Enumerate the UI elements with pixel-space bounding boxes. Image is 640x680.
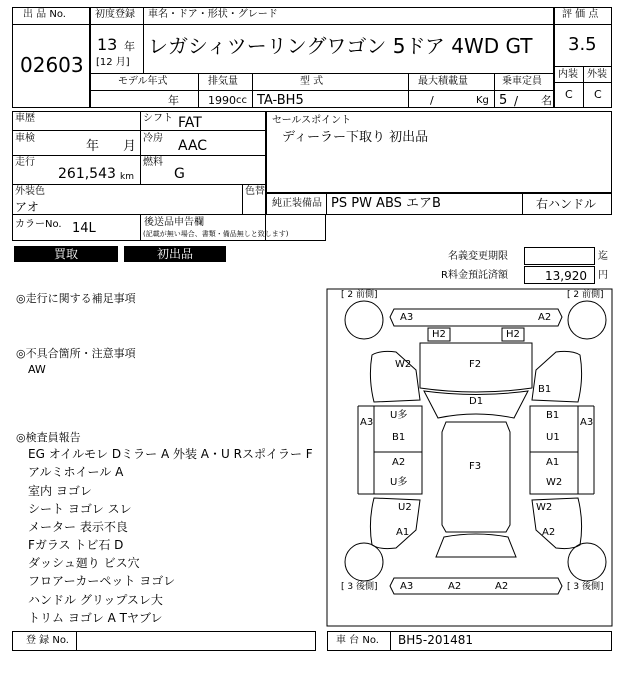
left-rear-fender-mark-a: U2 bbox=[398, 502, 412, 513]
first-listing-badge: 初出品 bbox=[124, 246, 226, 262]
interior-label: 内装 bbox=[558, 69, 578, 80]
right-outer-mark: A3 bbox=[580, 417, 594, 428]
capacity-sep: / bbox=[514, 94, 519, 108]
left-front-door-mark-b: B1 bbox=[392, 432, 406, 443]
defects-value: AW bbox=[28, 363, 46, 376]
capacity-unit: 名 bbox=[541, 94, 552, 107]
displacement-unit: cc bbox=[236, 95, 247, 106]
name-change-label: 名義変更期限 bbox=[448, 251, 508, 262]
front-left-fender-mark: W2 bbox=[395, 359, 412, 370]
docs-note: (記載が無い場合、書類・備品無しと致します) bbox=[143, 230, 289, 238]
ac-value: AAC bbox=[178, 138, 208, 154]
sales-point-label: セールスポイント bbox=[272, 115, 352, 126]
inspector-line: メーター 表示不良 bbox=[28, 520, 128, 534]
shift-label: シフト bbox=[143, 113, 173, 124]
inspector-line: アルミホイール A bbox=[28, 465, 124, 479]
left-front-door-mark-a: U多 bbox=[390, 410, 408, 421]
first-reg-label: 初度登録 bbox=[95, 9, 135, 20]
left-rear-door-mark-a: A2 bbox=[392, 457, 406, 468]
headlight-right-mark: H2 bbox=[506, 329, 520, 340]
first-reg-month: [12 月] bbox=[96, 57, 130, 68]
defects-title: ◎不具合箇所・注意事項 bbox=[16, 347, 136, 360]
hood-mark: F2 bbox=[469, 359, 482, 370]
first-reg-year: 13 bbox=[97, 35, 118, 54]
interior-grade: C bbox=[565, 88, 573, 101]
rear-bumper-right-mark: A2 bbox=[495, 581, 509, 592]
year-unit: 年 bbox=[124, 40, 135, 53]
headlight-left-mark: H2 bbox=[432, 329, 446, 340]
model-label: 型 式 bbox=[300, 76, 324, 87]
recycle-label: R料金預託済額 bbox=[441, 270, 508, 281]
car-name: レガシィツーリングワゴン 5ドア 4WD GT bbox=[148, 34, 533, 58]
model-code: TA-BH5 bbox=[257, 93, 304, 108]
ext-color-label: 外装色 bbox=[15, 186, 45, 197]
inspector-line: ダッシュ廻り ビス穴 bbox=[28, 556, 140, 570]
score-value: 3.5 bbox=[568, 34, 597, 55]
shift-value: FAT bbox=[178, 115, 202, 131]
right-front-door-mark-b: U1 bbox=[546, 432, 560, 443]
inspector-line: 室内 ヨゴレ bbox=[28, 484, 92, 498]
inspection-month: 月 bbox=[123, 139, 137, 154]
capacity-label: 乗車定員 bbox=[502, 76, 542, 87]
inspector-line: フロアーカーペット ヨゴレ bbox=[28, 574, 176, 588]
right-rear-fender-mark-b: A2 bbox=[542, 527, 556, 538]
max-load-value: / bbox=[430, 94, 434, 107]
fuel-value: G bbox=[174, 166, 185, 182]
inspection-label: 車検 bbox=[15, 133, 35, 144]
max-load-unit: Kg bbox=[476, 95, 489, 106]
displacement-label: 排気量 bbox=[208, 76, 238, 87]
docs-label: 後送品申告欄 bbox=[144, 217, 204, 228]
chassis-label: 車 台 No. bbox=[336, 635, 379, 646]
recycle-amount: 13,920 bbox=[545, 269, 587, 283]
inspector-line: ハンドル グリップスレ大 bbox=[28, 593, 163, 607]
wheel-label-front-right: [ 2 前側] bbox=[567, 290, 604, 300]
equipment-value: PS PW ABS エアB bbox=[331, 196, 441, 211]
equipment-label: 純正装備品 bbox=[272, 198, 322, 209]
rear-bumper-left-mark: A3 bbox=[400, 581, 414, 592]
inspector-line: Fガラス トビ石 D bbox=[28, 538, 124, 552]
windshield-mark: D1 bbox=[469, 396, 484, 407]
wheel-label-rear-left: [ 3 後側] bbox=[341, 582, 378, 592]
chassis-number: BH5-201481 bbox=[398, 633, 474, 647]
inspector-line: トリム ヨゴレ A Tヤブレ bbox=[28, 611, 163, 625]
ac-label: 冷房 bbox=[143, 133, 163, 144]
model-year-label: モデル年式 bbox=[118, 76, 168, 87]
front-right-fender-mark: B1 bbox=[538, 384, 552, 395]
front-bumper-left-mark: A3 bbox=[400, 312, 414, 323]
left-rear-fender-mark-b: A1 bbox=[396, 527, 410, 538]
name-change-unit: 迄 bbox=[598, 251, 608, 262]
color-change-label: 色替 bbox=[245, 186, 265, 197]
left-outer-mark: A3 bbox=[360, 417, 374, 428]
model-year-unit: 年 bbox=[168, 94, 179, 107]
exterior-grade: C bbox=[594, 88, 602, 101]
fuel-label: 燃料 bbox=[143, 157, 163, 168]
right-rear-door-mark-b: W2 bbox=[546, 477, 563, 488]
wheel-label-rear-right: [ 3 後側] bbox=[567, 582, 604, 592]
inspection-year: 年 bbox=[86, 139, 100, 154]
car-name-label: 車名・ドア・形状・グレード bbox=[148, 9, 278, 20]
recycle-unit: 円 bbox=[598, 270, 608, 281]
steering-value: 右ハンドル bbox=[536, 197, 597, 211]
front-bumper-right-mark: A2 bbox=[538, 312, 552, 323]
sales-point-value: ディーラー下取り 初出品 bbox=[282, 130, 429, 145]
ext-color-value: アオ bbox=[15, 200, 39, 214]
inspector-title: ◎検査員報告 bbox=[16, 431, 81, 444]
score-label: 評 価 点 bbox=[562, 9, 599, 20]
wheel-label-front-left: [ 2 前側] bbox=[341, 290, 378, 300]
right-rear-fender-mark-a: W2 bbox=[536, 502, 553, 513]
reg-no-label: 登 録 No. bbox=[26, 635, 69, 646]
lot-label: 出 品 No. bbox=[23, 9, 66, 20]
lot-number: 02603 bbox=[20, 53, 84, 77]
left-rear-door-mark-b: U多 bbox=[390, 477, 408, 488]
color-no-label: カラーNo. bbox=[15, 219, 62, 230]
inspector-line: シート ヨゴレ スレ bbox=[28, 502, 132, 516]
mileage-value: 261,543 bbox=[58, 166, 116, 182]
max-load-label: 最大積載量 bbox=[418, 76, 468, 87]
mileage-label: 走行 bbox=[15, 157, 35, 168]
capacity-value: 5 bbox=[499, 93, 508, 108]
mileage-unit: km bbox=[120, 172, 134, 182]
roof-mark: F3 bbox=[469, 461, 482, 472]
driving-notes-title: ◎走行に関する補足事項 bbox=[16, 292, 136, 305]
right-front-door-mark-a: B1 bbox=[546, 410, 560, 421]
inspector-line: EG オイルモレ Dミラー A 外装 A・U Rスポイラー F bbox=[28, 447, 313, 461]
displacement-value: 1990 bbox=[208, 94, 236, 107]
rear-bumper-mid-mark: A2 bbox=[448, 581, 462, 592]
trade-badge: 買取 bbox=[14, 246, 118, 262]
color-no-value: 14L bbox=[72, 221, 96, 236]
right-rear-door-mark-a: A1 bbox=[546, 457, 560, 468]
history-label: 車歴 bbox=[15, 113, 35, 124]
exterior-label: 外装 bbox=[587, 69, 607, 80]
